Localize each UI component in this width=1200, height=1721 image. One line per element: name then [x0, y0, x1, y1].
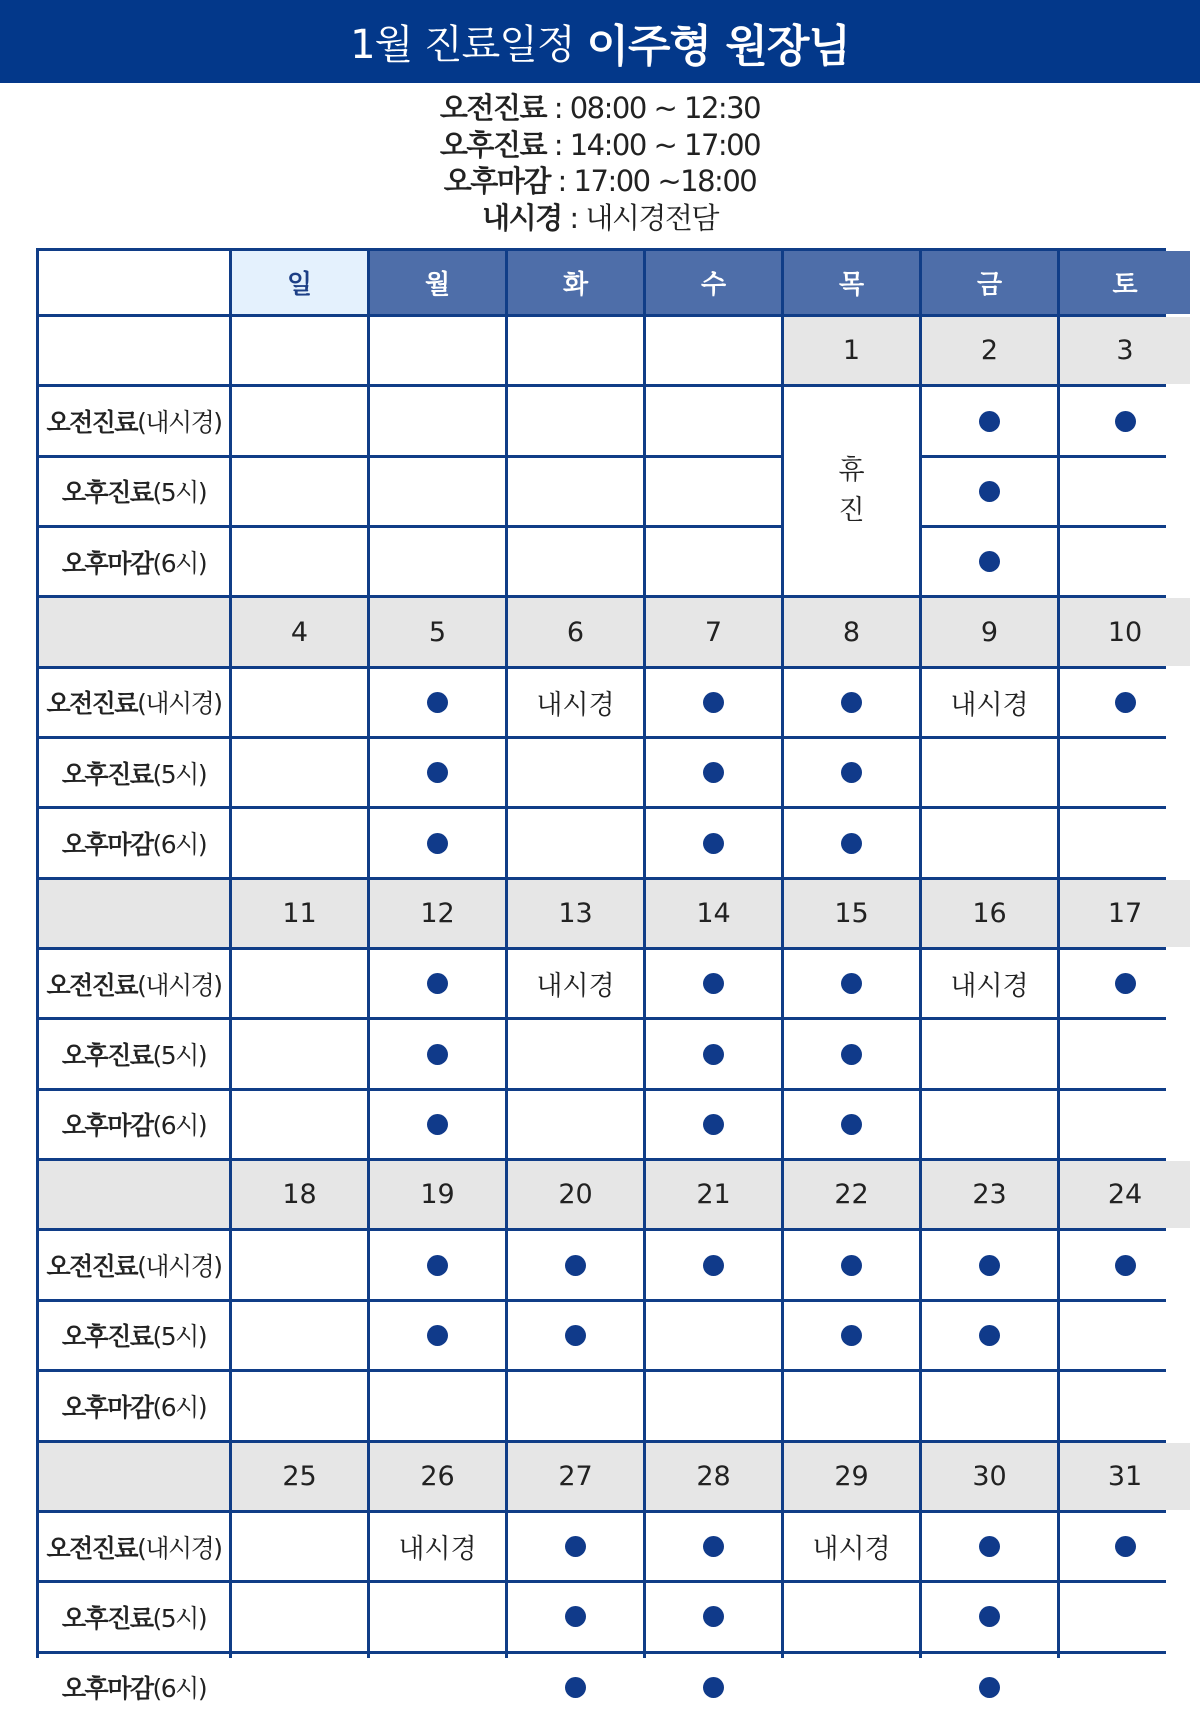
- week-label-cell: [39, 598, 229, 665]
- date-cell: 23: [922, 1161, 1057, 1228]
- header-corner: [39, 251, 229, 314]
- session-label-sub: (내시경): [137, 1252, 222, 1282]
- empty-cell: [508, 458, 643, 525]
- filled-circle-icon: [565, 1606, 586, 1627]
- closed-cell: [784, 387, 919, 595]
- filled-circle-icon: [979, 1677, 1000, 1698]
- empty-cell: [508, 809, 643, 876]
- filled-circle-icon: [703, 1536, 724, 1557]
- clinic-open-cell: [370, 1302, 505, 1369]
- session-label-main: 오후마감: [61, 1674, 153, 1704]
- filled-circle-icon: [841, 1255, 862, 1276]
- session-label-sub: (5시): [152, 1322, 207, 1352]
- date-cell: 19: [370, 1161, 505, 1228]
- date-cell: 4: [232, 598, 367, 665]
- clinic-open-cell: [1060, 950, 1190, 1017]
- date-cell: 25: [232, 1443, 367, 1510]
- date-cell: [508, 317, 643, 384]
- filled-circle-icon: [703, 973, 724, 994]
- session-label-main: 오전진료: [46, 408, 138, 438]
- clinic-open-cell: [646, 1231, 781, 1298]
- empty-cell: [922, 1372, 1057, 1439]
- empty-cell: [784, 1654, 919, 1721]
- clinic-open-cell: [370, 950, 505, 1017]
- session-label-sub: (내시경): [137, 408, 222, 438]
- day-header-2: 화: [508, 251, 643, 314]
- session-label: [39, 1372, 229, 1439]
- clinic-open-cell: [1060, 1513, 1190, 1580]
- filled-circle-icon: [565, 1255, 586, 1276]
- empty-cell: [370, 458, 505, 525]
- clinic-open-cell: [370, 809, 505, 876]
- clinic-open-cell: [370, 1231, 505, 1298]
- filled-circle-icon: [703, 1255, 724, 1276]
- schedule-table: [36, 248, 1166, 1704]
- date-cell: 6: [508, 598, 643, 665]
- empty-cell: [232, 1583, 367, 1650]
- empty-cell: [922, 809, 1057, 876]
- clinic-open-cell: [370, 669, 505, 736]
- date-cell: 28: [646, 1443, 781, 1510]
- empty-cell: [784, 1583, 919, 1650]
- session-label-sub: (6시): [152, 1392, 207, 1422]
- date-cell: 9: [922, 598, 1057, 665]
- session-label-main: 오후마감: [61, 830, 153, 860]
- session-label-sub: (6시): [152, 548, 207, 578]
- empty-cell: [1060, 1654, 1190, 1721]
- empty-cell: [922, 1020, 1057, 1087]
- date-cell: 10: [1060, 598, 1190, 665]
- clinic-hours: [0, 90, 1200, 236]
- clinic-open-cell: [922, 458, 1057, 525]
- week-label-cell: [39, 1443, 229, 1510]
- session-label-main: 오후진료: [61, 1603, 153, 1633]
- date-cell: [370, 317, 505, 384]
- empty-cell: [508, 1372, 643, 1439]
- date-cell: 13: [508, 880, 643, 947]
- session-label-main: 오전진료: [46, 1533, 138, 1563]
- filled-circle-icon: [427, 1325, 448, 1346]
- empty-cell: [646, 1372, 781, 1439]
- clinic-open-cell: [370, 739, 505, 806]
- empty-cell: [1060, 528, 1190, 595]
- date-cell: 7: [646, 598, 781, 665]
- session-label: [39, 1231, 229, 1298]
- filled-circle-icon: [1115, 973, 1136, 994]
- empty-cell: [232, 387, 367, 454]
- empty-cell: [508, 1020, 643, 1087]
- hours-label: 내시경: [482, 200, 562, 235]
- empty-cell: [232, 1654, 367, 1721]
- day-header-4: 목: [784, 251, 919, 314]
- date-cell: 18: [232, 1161, 367, 1228]
- clinic-open-cell: [784, 669, 919, 736]
- filled-circle-icon: [841, 1044, 862, 1065]
- hours-row: [0, 127, 1200, 164]
- hours-row: [0, 163, 1200, 200]
- date-cell: 27: [508, 1443, 643, 1510]
- empty-cell: [1060, 1372, 1190, 1439]
- closed-text: 휴: [838, 455, 865, 487]
- session-label-main: 오후마감: [61, 1392, 153, 1422]
- hours-value: : 17:00 ~18:00: [549, 164, 757, 198]
- empty-cell: [646, 1302, 781, 1369]
- session-label-main: 오후진료: [61, 759, 153, 789]
- session-label-main: 오후진료: [61, 1322, 153, 1352]
- date-cell: 17: [1060, 880, 1190, 947]
- empty-cell: [370, 1372, 505, 1439]
- clinic-open-cell: [784, 739, 919, 806]
- date-cell: 30: [922, 1443, 1057, 1510]
- week-label-cell: [39, 317, 229, 384]
- empty-cell: [232, 1372, 367, 1439]
- day-header-6: 토: [1060, 251, 1190, 314]
- date-cell: 21: [646, 1161, 781, 1228]
- session-label: [39, 1091, 229, 1158]
- empty-cell: [784, 1372, 919, 1439]
- empty-cell: [1060, 1583, 1190, 1650]
- session-label-sub: (5시): [152, 1603, 207, 1633]
- title-prefix: 1월 진료일정: [350, 22, 575, 68]
- clinic-open-cell: [508, 1513, 643, 1580]
- empty-cell: [508, 528, 643, 595]
- date-cell: 11: [232, 880, 367, 947]
- empty-cell: [232, 458, 367, 525]
- filled-circle-icon: [979, 411, 1000, 432]
- date-cell: 24: [1060, 1161, 1190, 1228]
- doctor-name: 이주형 원장님: [586, 20, 850, 72]
- week-label-cell: [39, 1161, 229, 1228]
- date-cell: 26: [370, 1443, 505, 1510]
- endoscopy-cell: 내시경: [922, 669, 1057, 736]
- filled-circle-icon: [979, 1536, 1000, 1557]
- filled-circle-icon: [979, 551, 1000, 572]
- endoscopy-cell: 내시경: [784, 1513, 919, 1580]
- session-label: [39, 528, 229, 595]
- hours-value: : 08:00 ~ 12:30: [545, 91, 761, 125]
- empty-cell: [508, 1091, 643, 1158]
- clinic-open-cell: [646, 1583, 781, 1650]
- filled-circle-icon: [427, 973, 448, 994]
- clinic-open-cell: [508, 1583, 643, 1650]
- filled-circle-icon: [565, 1536, 586, 1557]
- hours-label: 오후진료: [439, 127, 546, 162]
- clinic-open-cell: [646, 1513, 781, 1580]
- empty-cell: [232, 1513, 367, 1580]
- clinic-open-cell: [508, 1231, 643, 1298]
- hours-value: : 14:00 ~ 17:00: [545, 127, 761, 162]
- filled-circle-icon: [703, 692, 724, 713]
- session-label-sub: (5시): [152, 1041, 207, 1071]
- filled-circle-icon: [841, 762, 862, 783]
- filled-circle-icon: [841, 833, 862, 854]
- hours-label: 오후마감: [443, 164, 550, 198]
- empty-cell: [370, 1583, 505, 1650]
- session-label: [39, 809, 229, 876]
- empty-cell: [232, 528, 367, 595]
- empty-cell: [1060, 1020, 1190, 1087]
- session-label-sub: (내시경): [137, 1533, 222, 1563]
- clinic-open-cell: [1060, 387, 1190, 454]
- clinic-open-cell: [922, 528, 1057, 595]
- empty-cell: [370, 1654, 505, 1721]
- session-label-main: 오후진료: [61, 1041, 153, 1071]
- session-label-sub: (내시경): [137, 689, 222, 719]
- filled-circle-icon: [565, 1677, 586, 1698]
- session-label: [39, 739, 229, 806]
- filled-circle-icon: [427, 1255, 448, 1276]
- session-label-main: 오전진료: [46, 689, 138, 719]
- empty-cell: [232, 669, 367, 736]
- session-label: [39, 387, 229, 454]
- filled-circle-icon: [841, 692, 862, 713]
- filled-circle-icon: [1115, 411, 1136, 432]
- empty-cell: [1060, 1091, 1190, 1158]
- clinic-open-cell: [508, 1302, 643, 1369]
- date-cell: 29: [784, 1443, 919, 1510]
- date-cell: 3: [1060, 317, 1190, 384]
- clinic-open-cell: [646, 1020, 781, 1087]
- day-header-5: 금: [922, 251, 1057, 314]
- hours-value: : 내시경전담: [561, 200, 718, 235]
- session-label-sub: (6시): [152, 1674, 207, 1704]
- empty-cell: [508, 739, 643, 806]
- day-header-3: 수: [646, 251, 781, 314]
- clinic-open-cell: [922, 1583, 1057, 1650]
- empty-cell: [646, 528, 781, 595]
- filled-circle-icon: [703, 1606, 724, 1627]
- clinic-open-cell: [1060, 1231, 1190, 1298]
- session-label-main: 오후진료: [61, 478, 153, 508]
- date-cell: [646, 317, 781, 384]
- empty-cell: [508, 387, 643, 454]
- clinic-open-cell: [508, 1654, 643, 1721]
- empty-cell: [922, 1091, 1057, 1158]
- empty-cell: [1060, 1302, 1190, 1369]
- filled-circle-icon: [427, 762, 448, 783]
- clinic-open-cell: [784, 1020, 919, 1087]
- session-label: [39, 669, 229, 736]
- empty-cell: [232, 739, 367, 806]
- empty-cell: [232, 1231, 367, 1298]
- session-label-main: 오후마감: [61, 1111, 153, 1141]
- filled-circle-icon: [703, 762, 724, 783]
- session-label-sub: (5시): [152, 478, 207, 508]
- hours-row: [0, 90, 1200, 127]
- clinic-open-cell: [1060, 669, 1190, 736]
- empty-cell: [232, 1020, 367, 1087]
- date-cell: 1: [784, 317, 919, 384]
- filled-circle-icon: [979, 481, 1000, 502]
- clinic-open-cell: [370, 1020, 505, 1087]
- filled-circle-icon: [427, 1114, 448, 1135]
- filled-circle-icon: [427, 692, 448, 713]
- day-header-1: 월: [370, 251, 505, 314]
- session-label-main: 오전진료: [46, 970, 138, 1000]
- filled-circle-icon: [841, 1114, 862, 1135]
- session-label-sub: (5시): [152, 759, 207, 789]
- session-label: [39, 1302, 229, 1369]
- filled-circle-icon: [1115, 1536, 1136, 1557]
- clinic-open-cell: [646, 739, 781, 806]
- clinic-open-cell: [784, 950, 919, 1017]
- session-label-main: 오전진료: [46, 1252, 138, 1282]
- session-label: [39, 1654, 229, 1721]
- clinic-open-cell: [370, 1091, 505, 1158]
- clinic-open-cell: [646, 809, 781, 876]
- empty-cell: [1060, 458, 1190, 525]
- clinic-open-cell: [646, 669, 781, 736]
- date-cell: 31: [1060, 1443, 1190, 1510]
- filled-circle-icon: [979, 1325, 1000, 1346]
- date-cell: 5: [370, 598, 505, 665]
- filled-circle-icon: [703, 1677, 724, 1698]
- filled-circle-icon: [979, 1606, 1000, 1627]
- session-label: [39, 1583, 229, 1650]
- empty-cell: [922, 739, 1057, 806]
- clinic-open-cell: [784, 1302, 919, 1369]
- clinic-open-cell: [646, 1091, 781, 1158]
- empty-cell: [370, 387, 505, 454]
- session-label-sub: (6시): [152, 830, 207, 860]
- clinic-open-cell: [922, 387, 1057, 454]
- session-label: [39, 1513, 229, 1580]
- hours-label: 오전진료: [439, 91, 546, 125]
- filled-circle-icon: [703, 1044, 724, 1065]
- filled-circle-icon: [1115, 1255, 1136, 1276]
- filled-circle-icon: [841, 1325, 862, 1346]
- session-label: [39, 950, 229, 1017]
- clinic-open-cell: [922, 1513, 1057, 1580]
- filled-circle-icon: [841, 973, 862, 994]
- clinic-open-cell: [922, 1654, 1057, 1721]
- filled-circle-icon: [427, 833, 448, 854]
- empty-cell: [232, 809, 367, 876]
- clinic-open-cell: [784, 1231, 919, 1298]
- empty-cell: [370, 528, 505, 595]
- empty-cell: [1060, 739, 1190, 806]
- date-cell: 15: [784, 880, 919, 947]
- closed-text: 진: [838, 495, 865, 527]
- filled-circle-icon: [703, 1114, 724, 1135]
- date-cell: 2: [922, 317, 1057, 384]
- date-cell: 16: [922, 880, 1057, 947]
- filled-circle-icon: [1115, 692, 1136, 713]
- clinic-open-cell: [922, 1302, 1057, 1369]
- session-label-main: 오후마감: [61, 548, 153, 578]
- empty-cell: [232, 950, 367, 1017]
- clinic-open-cell: [784, 809, 919, 876]
- clinic-open-cell: [646, 950, 781, 1017]
- clinic-open-cell: [922, 1231, 1057, 1298]
- filled-circle-icon: [703, 833, 724, 854]
- empty-cell: [232, 1302, 367, 1369]
- clinic-open-cell: [646, 1654, 781, 1721]
- empty-cell: [646, 387, 781, 454]
- date-cell: 8: [784, 598, 919, 665]
- endoscopy-cell: 내시경: [508, 950, 643, 1017]
- endoscopy-cell: 내시경: [508, 669, 643, 736]
- date-cell: 14: [646, 880, 781, 947]
- empty-cell: [1060, 809, 1190, 876]
- session-label-sub: (6시): [152, 1111, 207, 1141]
- filled-circle-icon: [565, 1325, 586, 1346]
- empty-cell: [646, 458, 781, 525]
- title-banner: [0, 0, 1200, 83]
- filled-circle-icon: [427, 1044, 448, 1065]
- hours-row: [0, 200, 1200, 237]
- filled-circle-icon: [979, 1255, 1000, 1276]
- date-cell: 22: [784, 1161, 919, 1228]
- session-label: [39, 458, 229, 525]
- day-header-0: 일: [232, 251, 367, 314]
- session-label: [39, 1020, 229, 1087]
- week-label-cell: [39, 880, 229, 947]
- date-cell: 12: [370, 880, 505, 947]
- date-cell: 20: [508, 1161, 643, 1228]
- clinic-open-cell: [784, 1091, 919, 1158]
- endoscopy-cell: 내시경: [922, 950, 1057, 1017]
- date-cell: [232, 317, 367, 384]
- endoscopy-cell: 내시경: [370, 1513, 505, 1580]
- empty-cell: [232, 1091, 367, 1158]
- session-label-sub: (내시경): [137, 970, 222, 1000]
